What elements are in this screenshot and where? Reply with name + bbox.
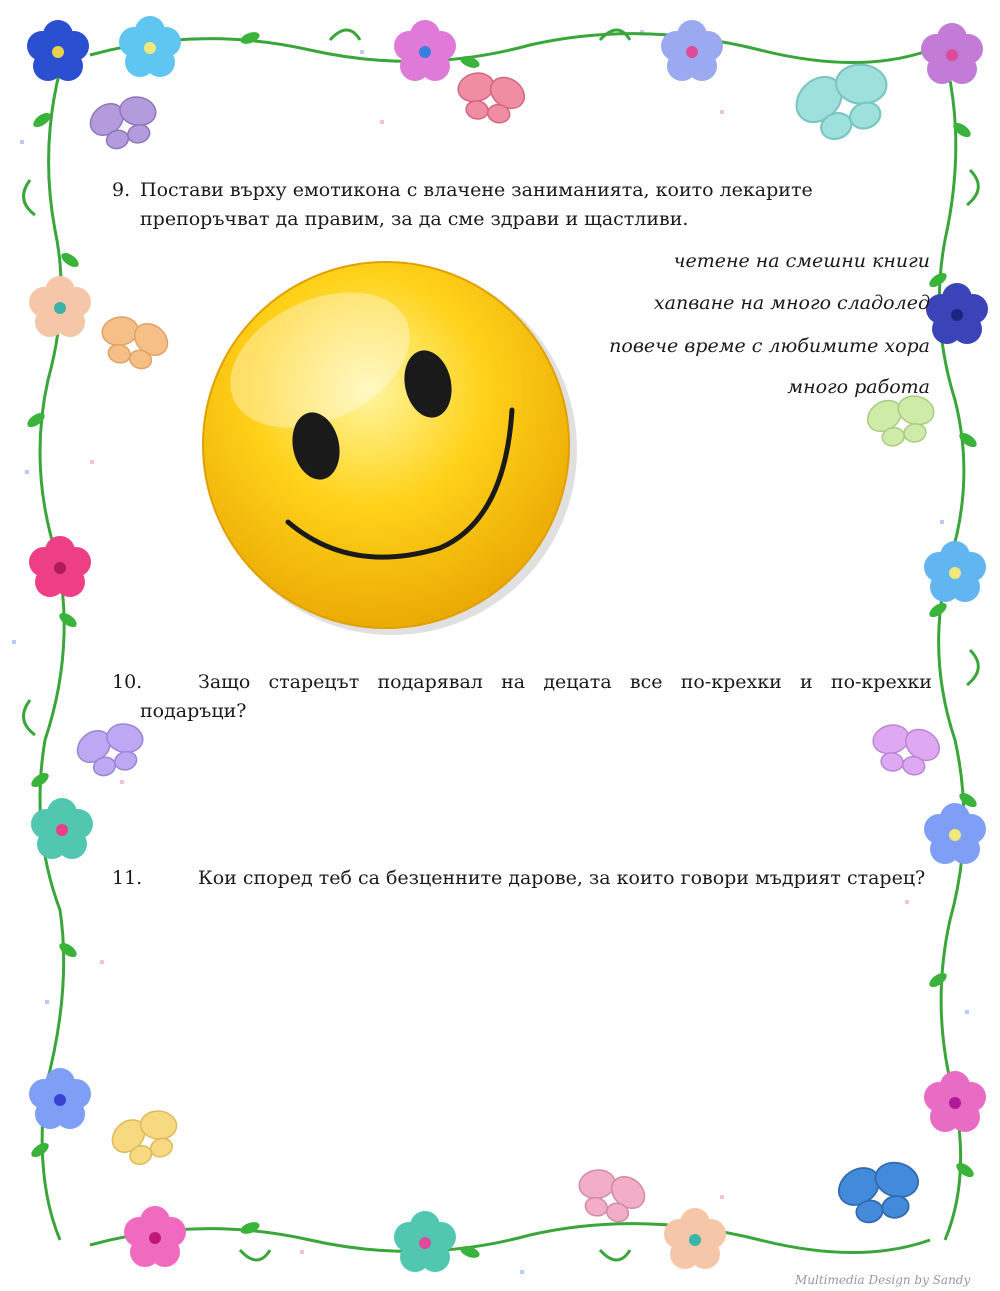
flower-icon — [664, 1208, 726, 1269]
question-text-line: препоръчват да правим, за да сме здрави и щастливи. — [140, 208, 689, 230]
question-10 — [112, 668, 932, 726]
flower-icon — [29, 276, 91, 337]
flower-icon — [924, 541, 986, 602]
question-word: децата — [543, 671, 612, 693]
drag-option-reading-funny-books[interactable]: четене на смешни книги — [673, 250, 930, 272]
flower-icon — [124, 1206, 186, 1267]
flower-icon — [924, 1071, 986, 1132]
question-word: старецът — [268, 671, 360, 693]
butterfly-icon — [568, 1159, 655, 1228]
question-number: 10. — [112, 671, 143, 693]
drag-option-lots-of-work[interactable]: много работа — [787, 376, 930, 398]
flower-icon — [119, 16, 181, 77]
question-word: на — [501, 671, 526, 693]
question-number: 9. — [112, 179, 131, 201]
question-11 — [112, 864, 942, 893]
flower-icon — [29, 1068, 91, 1129]
question-text-line: подаръци? — [140, 700, 247, 722]
question-number: 11. — [112, 867, 143, 889]
flower-icon — [921, 23, 983, 84]
question-9 — [112, 176, 832, 234]
question-word: по-крехки — [830, 671, 932, 693]
butterfly-icon — [829, 1151, 930, 1228]
flower-icon — [926, 283, 988, 344]
question-word: по-крехки — [680, 671, 782, 693]
flower-icon — [29, 536, 91, 597]
flower-icon — [924, 803, 986, 864]
drag-option-time-with-loved-ones[interactable]: повече време с любимите хора — [609, 335, 930, 357]
flower-icon — [394, 20, 456, 81]
butterfly-icon — [101, 1098, 190, 1172]
question-text-line: Постави върху емотикона с влачене заниманията, които лекарите — [140, 179, 813, 201]
question-word: подарявал — [377, 671, 483, 693]
question-text-line: Кои според теб са безценните дарове, за които говори мъдрият старец? — [198, 867, 926, 889]
butterfly-icon — [80, 86, 167, 155]
flower-icon — [27, 20, 89, 81]
flower-icon — [661, 20, 723, 81]
designer-credit: Multimedia Design by Sandy — [795, 1273, 971, 1287]
drag-option-eating-ice-cream[interactable]: хапване на много сладолед — [653, 292, 930, 314]
question-word: Защо — [198, 671, 251, 693]
question-word: и — [800, 671, 813, 693]
butterfly-icon — [449, 64, 533, 128]
flower-icon — [394, 1211, 456, 1272]
question-word: все — [629, 671, 663, 693]
smiley-emoticon-drop-target[interactable] — [203, 262, 577, 635]
butterfly-icon — [91, 306, 178, 375]
